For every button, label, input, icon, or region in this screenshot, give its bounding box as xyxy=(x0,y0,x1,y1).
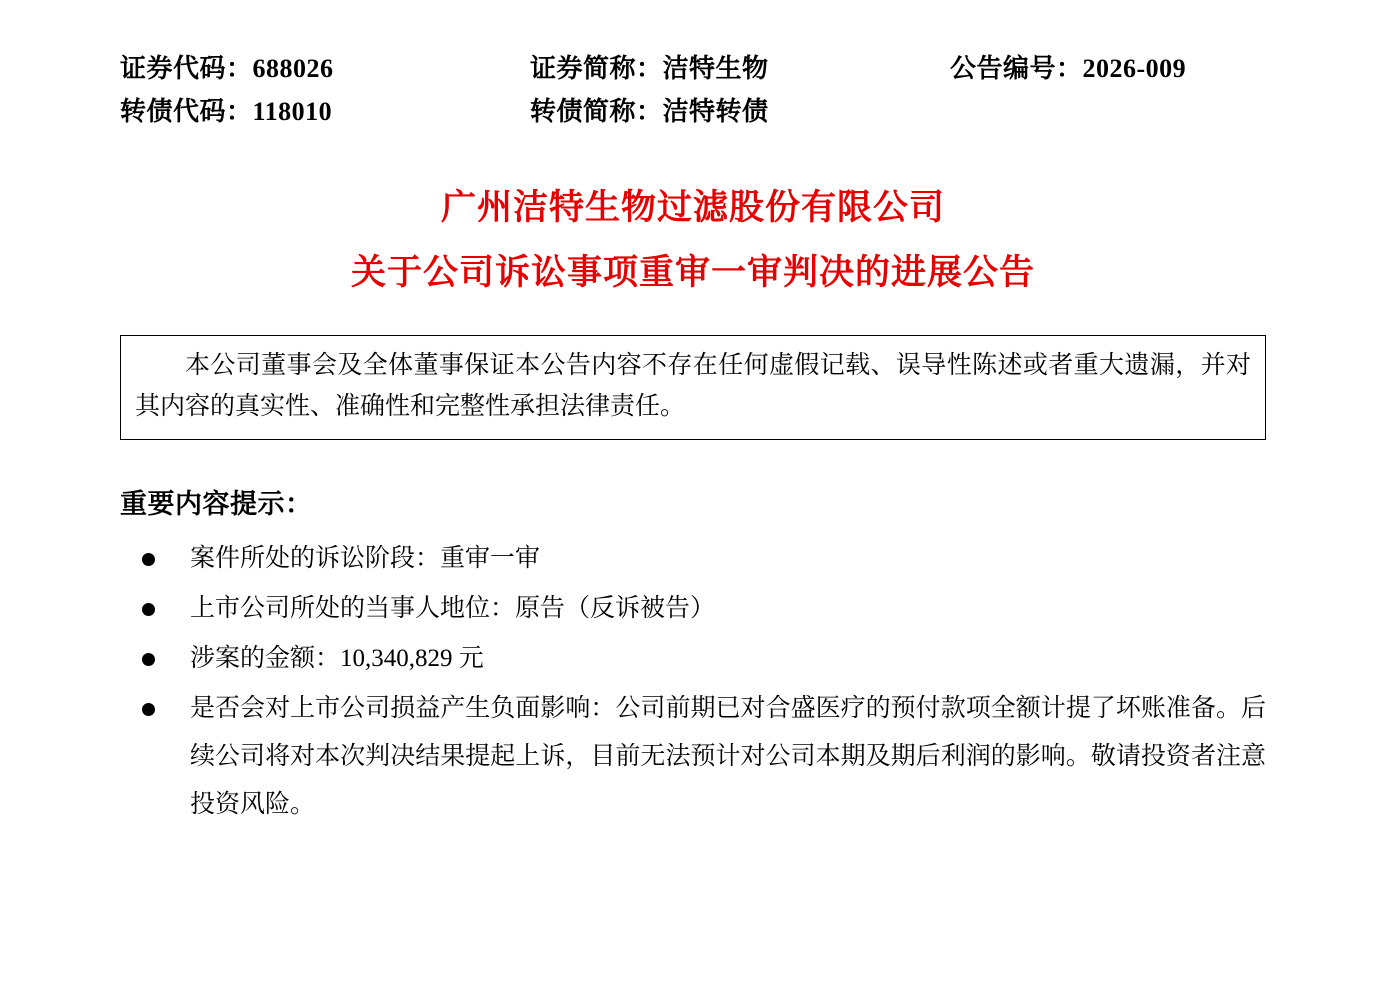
list-item: 上市公司所处的当事人地位：原告（反诉被告） xyxy=(120,585,1266,633)
list-item: 是否会对上市公司损益产生负面影响：公司前期已对合盛医疗的预付款项全额计提了坏账准备。后续公司将对本次判决结果提起上诉，目前无法预计对公司本期及期后利润的影响。敬请投资者注意投资风险。 xyxy=(120,685,1266,829)
list-item: 案件所处的诉讼阶段：重审一审 xyxy=(120,535,1266,583)
disclaimer-text: 本公司董事会及全体董事保证本公告内容不存在任何虚假记载、误导性陈述或者重大遗漏，并对其内容的真实性、准确性和完整性承担法律责任。 xyxy=(135,352,1251,420)
security-short-name: 证券简称：洁特生物 xyxy=(530,54,769,83)
announcement-number: 公告编号：2026-009 xyxy=(950,54,1187,83)
convertible-bond-short-name: 转债简称：洁特转债 xyxy=(530,96,769,126)
page-title xyxy=(120,176,1266,306)
disclaimer-box xyxy=(120,335,1266,440)
announcement-subject-title: 关于公司诉讼事项重审一审判决的进展公告 xyxy=(350,252,1035,292)
security-code-header xyxy=(120,48,1266,134)
security-code-row-1 xyxy=(120,48,1266,91)
company-name-title: 广州洁特生物过滤股份有限公司 xyxy=(440,187,945,227)
convertible-bond-code: 转债代码：118010 xyxy=(120,96,333,126)
list-item: 涉案的金额：10,340,829 元 xyxy=(120,635,1266,683)
security-code-row-2 xyxy=(120,91,1266,134)
key-points-heading: 重要内容提示： xyxy=(120,489,313,520)
key-points-list xyxy=(120,535,1266,829)
security-code: 证券代码：688026 xyxy=(120,54,334,83)
